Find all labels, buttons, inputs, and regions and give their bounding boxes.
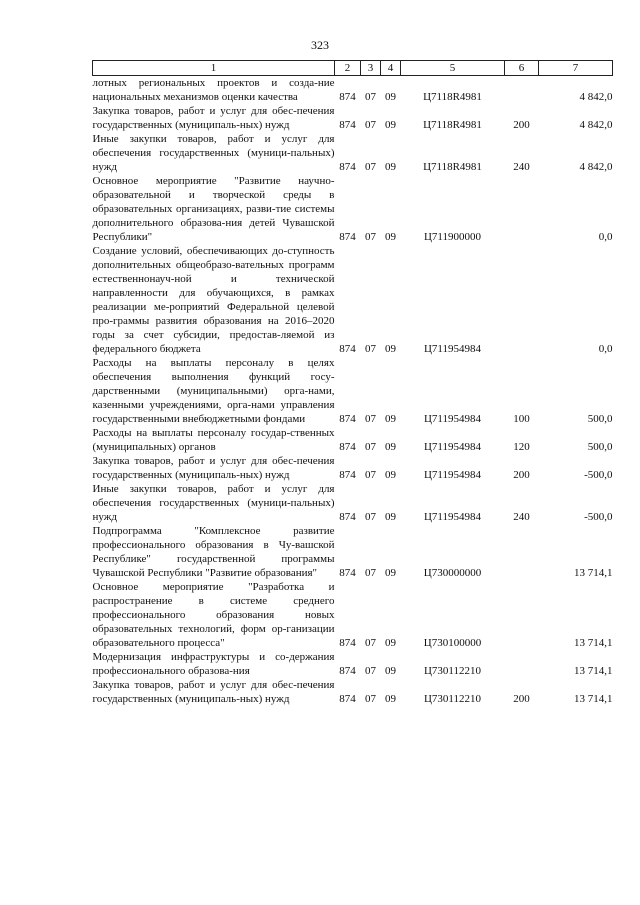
row-ministry-code: 874 xyxy=(339,665,356,677)
row-ministry-code: 874 xyxy=(339,119,356,131)
row-section-code: 07 xyxy=(365,693,376,705)
row-expense-type: 120 xyxy=(513,441,530,453)
row-expense-type xyxy=(505,244,539,356)
row-section-code: 07 xyxy=(365,119,376,131)
row-subsection-code: 09 xyxy=(385,637,396,649)
row-amount: 13 714,1 xyxy=(574,567,613,579)
row-target-article: Ц711954984 xyxy=(423,343,482,355)
row-expense-type: 100 xyxy=(513,413,530,425)
row-ministry-code: 874 xyxy=(339,441,356,453)
row-target-article: Ц711954984 xyxy=(423,413,482,425)
row-amount: 4 842,0 xyxy=(579,91,613,103)
budget-table xyxy=(92,60,613,706)
row-target-article: Ц711900000 xyxy=(423,231,482,243)
header-row xyxy=(93,61,613,76)
row-section-code: 07 xyxy=(365,665,376,677)
row-ministry-code: 874 xyxy=(339,567,356,579)
row-expense-type xyxy=(505,580,539,650)
row-amount: 500,0 xyxy=(587,413,613,425)
row-expense-type xyxy=(505,650,539,678)
row-amount: 0,0 xyxy=(598,343,613,355)
row-expense-type xyxy=(505,76,539,105)
row-expense-type xyxy=(505,524,539,580)
row-subsection-code: 09 xyxy=(385,231,396,243)
table-row xyxy=(93,132,613,174)
row-ministry-code: 874 xyxy=(339,231,356,243)
col-header-6: 6 xyxy=(505,61,539,76)
row-subsection-code: 09 xyxy=(385,469,396,481)
table-row xyxy=(93,356,613,426)
row-description: Подпрограмма "Комплексное развитие профессионального образования в Чу-вашской Республике" государственной программы Чувашской Республики "Развитие образования" xyxy=(92,525,335,579)
row-expense-type xyxy=(505,174,539,244)
row-description: Закупка товаров, работ и услуг для обес-печения государственных (муниципаль-ных) нужд xyxy=(92,455,335,481)
row-target-article: Ц7118R4981 xyxy=(423,119,482,131)
row-section-code: 07 xyxy=(365,413,376,425)
row-target-article: Ц711954984 xyxy=(423,469,482,481)
row-ministry-code: 874 xyxy=(339,413,356,425)
row-target-article: Ц7118R4981 xyxy=(423,161,482,173)
row-ministry-code: 874 xyxy=(339,637,356,649)
table-row xyxy=(93,76,613,105)
row-description: Создание условий, обеспечивающих до-ступность дополнительных общеобразо-вательных программ естественнонауч-ной и технической направленности для обучающихся, в рамках реализации ме-роприятий Федеральной целевой про-граммы развития образования на 2016–2020 годы за счет субсидии, предостав-ляемой из федерального бюджета xyxy=(92,245,335,355)
row-section-code: 07 xyxy=(365,567,376,579)
row-subsection-code: 09 xyxy=(385,119,396,131)
row-subsection-code: 09 xyxy=(385,665,396,677)
row-expense-type: 200 xyxy=(513,469,530,481)
row-section-code: 07 xyxy=(365,343,376,355)
row-description: Иные закупки товаров, работ и услуг для обеспечения государственных (муници-пальных) нужд xyxy=(92,133,335,173)
col-header-2: 2 xyxy=(335,61,361,76)
col-header-1: 1 xyxy=(93,61,335,76)
row-subsection-code: 09 xyxy=(385,441,396,453)
row-amount: 4 842,0 xyxy=(579,119,613,131)
page-number: 323 xyxy=(311,38,329,52)
col-header-5: 5 xyxy=(401,61,505,76)
row-section-code: 07 xyxy=(365,231,376,243)
row-description: лотных региональных проектов и созда-ние национальных механизмов оценки качества xyxy=(92,77,335,103)
row-description: Расходы на выплаты персоналу государ-ственных (муниципальных) органов xyxy=(92,427,335,453)
row-description: Модернизация инфраструктуры и со-держания профессионального образова-ния xyxy=(92,651,335,677)
row-expense-type: 200 xyxy=(513,119,530,131)
row-amount: -500,0 xyxy=(584,469,613,481)
row-target-article: Ц730112210 xyxy=(423,693,482,705)
table-row xyxy=(93,174,613,244)
row-section-code: 07 xyxy=(365,511,376,523)
col-header-3: 3 xyxy=(361,61,381,76)
row-ministry-code: 874 xyxy=(339,469,356,481)
row-section-code: 07 xyxy=(365,161,376,173)
col-header-7: 7 xyxy=(539,61,613,76)
row-target-article: Ц730100000 xyxy=(423,637,482,649)
row-section-code: 07 xyxy=(365,441,376,453)
row-subsection-code: 09 xyxy=(385,91,396,103)
row-description: Закупка товаров, работ и услуг для обес-печения государственных (муниципаль-ных) нужд xyxy=(92,679,335,705)
row-target-article: Ц730112210 xyxy=(423,665,482,677)
row-subsection-code: 09 xyxy=(385,413,396,425)
row-subsection-code: 09 xyxy=(385,693,396,705)
row-amount: 4 842,0 xyxy=(579,161,613,173)
row-target-article: Ц711954984 xyxy=(423,441,482,453)
col-header-4: 4 xyxy=(381,61,401,76)
table-row xyxy=(93,244,613,356)
table-row xyxy=(93,482,613,524)
row-amount: 13 714,1 xyxy=(574,665,613,677)
row-expense-type: 240 xyxy=(513,161,530,173)
table-row xyxy=(93,650,613,678)
table-row xyxy=(93,580,613,650)
row-amount: 500,0 xyxy=(587,441,613,453)
row-subsection-code: 09 xyxy=(385,511,396,523)
row-description: Иные закупки товаров, работ и услуг для обеспечения государственных (муници-пальных) нужд xyxy=(92,483,335,523)
row-ministry-code: 874 xyxy=(339,693,356,705)
row-subsection-code: 09 xyxy=(385,343,396,355)
row-amount: 13 714,1 xyxy=(574,693,613,705)
row-expense-type: 240 xyxy=(513,511,530,523)
row-amount: 13 714,1 xyxy=(574,637,613,649)
table-row xyxy=(93,524,613,580)
row-subsection-code: 09 xyxy=(385,567,396,579)
row-ministry-code: 874 xyxy=(339,511,356,523)
row-section-code: 07 xyxy=(365,91,376,103)
table-row xyxy=(93,454,613,482)
row-target-article: Ц730000000 xyxy=(423,567,482,579)
row-description: Закупка товаров, работ и услуг для обес-печения государственных (муниципаль-ных) нужд xyxy=(92,105,335,131)
row-description: Расходы на выплаты персоналу в целях обеспечения выполнения функций госу-дарственными (муниципальными) орга-нами, казенными учреждениями, орга-нами управления государственными внебюджетными фондами xyxy=(92,357,335,425)
row-target-article: Ц7118R4981 xyxy=(423,91,482,103)
row-ministry-code: 874 xyxy=(339,91,356,103)
row-description: Основное мероприятие "Разработка и распространение в системе среднего профессионального образования новых образовательных технологий, форм ор-ганизации образовательного процесса" xyxy=(92,581,335,649)
row-amount: 0,0 xyxy=(598,231,613,243)
row-subsection-code: 09 xyxy=(385,161,396,173)
row-section-code: 07 xyxy=(365,637,376,649)
row-section-code: 07 xyxy=(365,469,376,481)
row-ministry-code: 874 xyxy=(339,161,356,173)
row-expense-type: 200 xyxy=(513,693,530,705)
row-ministry-code: 874 xyxy=(339,343,356,355)
row-description: Основное мероприятие "Развитие научно-образовательной и творческой среды в образовательных организациях, разви-тие системы дополнительного образова-ния детей Чувашской Республики" xyxy=(92,175,335,243)
row-target-article: Ц711954984 xyxy=(423,511,482,523)
row-amount: -500,0 xyxy=(584,511,613,523)
table-row xyxy=(93,678,613,706)
table-row xyxy=(93,426,613,454)
table-row xyxy=(93,104,613,132)
